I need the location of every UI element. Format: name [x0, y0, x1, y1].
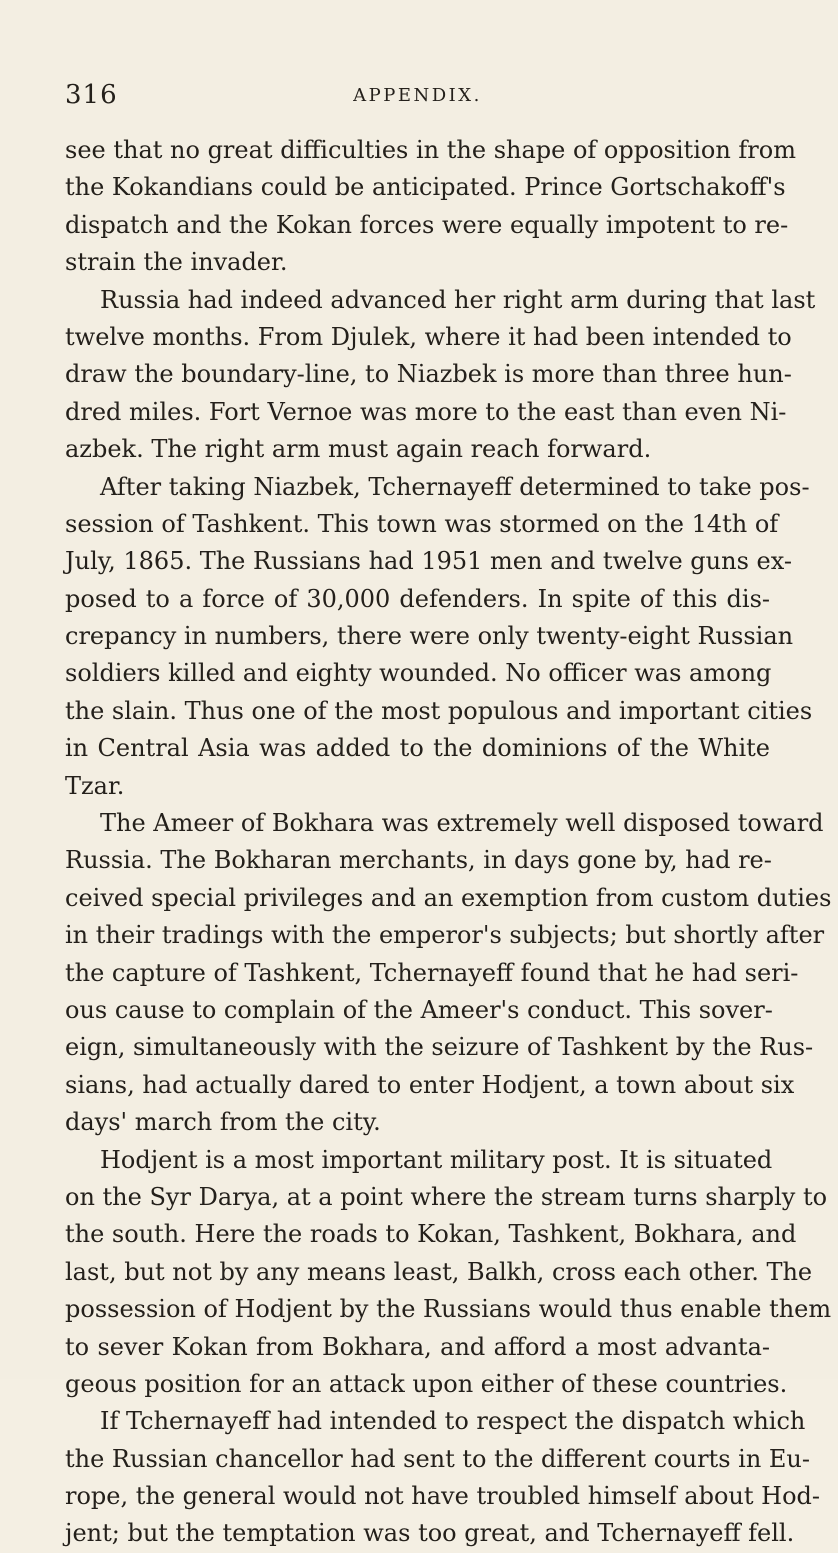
text-line: the capture of Tashkent, Tchernayeff found that he had seri- [65, 958, 799, 987]
text-line: crepancy in numbers, there were only twenty-eight Russian [65, 622, 794, 651]
text-line: Tzar. [65, 771, 125, 800]
text-line: the Russian chancellor had sent to the different courts in Eu- [65, 1444, 810, 1473]
text-line: the south. Here the roads to Kokan, Tashkent, Bokhara, and [65, 1220, 797, 1249]
text-line: jent; but the temptation was too great, and Tchernayeff fell. [65, 1519, 795, 1548]
text-line: see that no great difficulties in the shape of opposition from [65, 136, 796, 164]
text-line: rope, the general would not have troubled himself about Hod- [65, 1482, 821, 1511]
page-number: 316 [65, 80, 118, 110]
text-line: possession of Hodjent by the Russians would thus enable them [65, 1295, 832, 1324]
text-line: dispatch and the Kokan forces were equally impotent to re- [65, 210, 789, 239]
text-line: strain the invader. [65, 248, 288, 277]
text-line: draw the boundary-line, to Niazbek is more than three hun- [65, 360, 792, 389]
text-line: After taking Niazbek, Tchernayeff determined to take pos- [100, 472, 810, 501]
text-line: the Kokandians could be anticipated. Prince Gortschakoff's [65, 173, 786, 202]
text-line: in Central Asia was added to the dominions of the White [65, 734, 770, 763]
text-line: on the Syr Darya, at a point where the stream turns sharply to [65, 1182, 828, 1211]
text-line: dred miles. Fort Vernoe was more to the east than even Ni- [65, 397, 787, 426]
text-line: azbek. The right arm must again reach forward. [65, 435, 652, 464]
text-line: to sever Kokan from Bokhara, and afford a most advanta- [65, 1332, 770, 1361]
text-line: session of Tashkent. This town was stormed on the 14th of [65, 509, 779, 538]
text-line: eign, simultaneously with the seizure of Tashkent by the Rus- [65, 1033, 814, 1062]
text-line: ous cause to complain of the Ameer's conduct. This sover- [65, 995, 773, 1024]
text-line: the slain. Thus one of the most populous and important cities [65, 696, 813, 725]
text-line: Hodjent is a most important military post. It is situated [100, 1145, 773, 1174]
text-line: July, 1865. The Russians had 1951 men and twelve guns ex- [65, 547, 792, 576]
text-line: posed to a force of 30,000 defenders. In spite of this dis- [65, 584, 770, 613]
text-line: geous position for an attack upon either of these countries. [65, 1369, 788, 1398]
text-line: twelve months. From Djulek, where it had been intended to [65, 322, 792, 351]
text-line: days' march from the city. [65, 1108, 381, 1137]
text-line: last, but not by any means least, Balkh, cross each other. The [65, 1257, 813, 1286]
text-line: Russia had indeed advanced her right arm during that last [100, 285, 816, 314]
text-line: Russia. The Bokharan merchants, in days gone by, had re- [65, 846, 772, 875]
text-line: ceived special privileges and an exemption from custom duties [65, 883, 832, 912]
text-line: sians, had actually dared to enter Hodjent, a town about six [65, 1070, 795, 1099]
text-line: The Ameer of Bokhara was extremely well disposed toward [100, 809, 824, 838]
page-header [65, 80, 770, 116]
body-text [65, 132, 832, 1553]
text-line: soldiers killed and eighty wounded. No officer was among [65, 659, 772, 688]
text-line: If Tchernayeff had intended to respect the dispatch which [100, 1407, 806, 1436]
running-title: APPENDIX. [353, 85, 482, 106]
text-line: in their tradings with the emperor's subjects; but shortly after [65, 921, 825, 950]
